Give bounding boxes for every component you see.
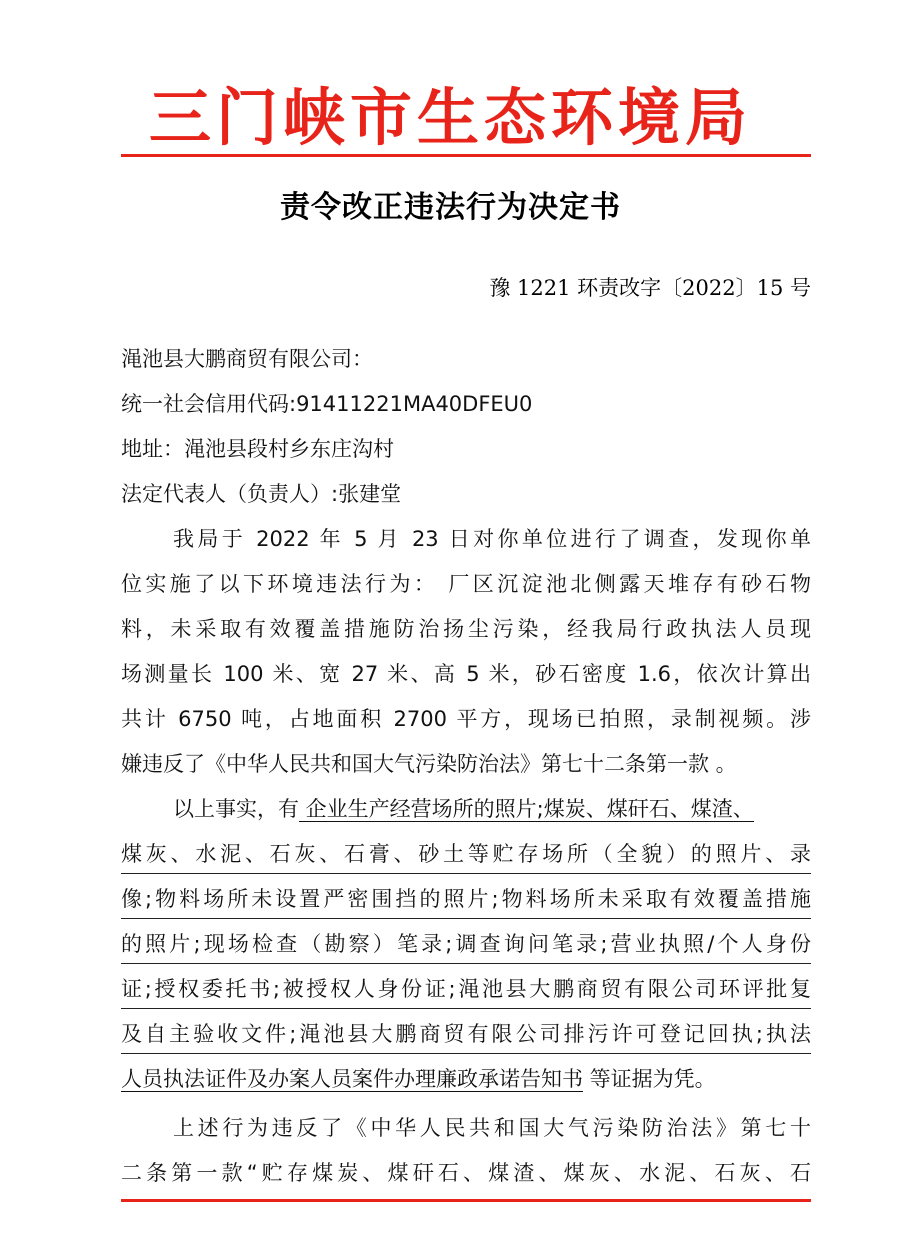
evidence-text: 人员执法证件及办案人员案件办理廉政承诺告知书 xyxy=(121,1067,583,1091)
para2-prefix: 以上事实，有 xyxy=(173,797,299,821)
recipient-representative: 法定代表人（负责人）:张建堂 xyxy=(121,482,402,506)
agency-name: 三门峡市生态环境局 xyxy=(148,81,752,154)
evidence-line: 及自主验收文件;渑池县大鹏商贸有限公司排污许可登记回执;执法 xyxy=(121,1012,811,1057)
evidence-line: 证;授权委托书;被授权人身份证;渑池县大鹏商贸有限公司环评批复 xyxy=(121,967,811,1012)
evidence-text: 企业生产经营场所的照片;煤炭、煤矸石、煤渣、 xyxy=(299,797,754,821)
para2-suffix: 等证据为凭。 xyxy=(583,1067,716,1091)
para1-line: 共计 6750 吨，占地面积 2700 平方，现场已拍照，录制视频。涉 xyxy=(121,707,811,731)
recipient-company: 渑池县大鹏商贸有限公司： xyxy=(121,347,373,371)
evidence-line: 的照片;现场检查（勘察）笔录;调查询问笔录;营业执照/个人身份 xyxy=(121,922,811,967)
para1-line: 料，未采取有效覆盖措施防治扬尘污染，经我局行政执法人员现 xyxy=(121,617,811,641)
para1-line: 嫌违反了《中华人民共和国大气污染防治法》第七十二条第一款 。 xyxy=(121,752,737,776)
document-title: 责令改正违法行为决定书 xyxy=(280,190,621,225)
para1-line: 场测量长 100 米、宽 27 米、高 5 米，砂石密度 1.6，依次计算出 xyxy=(121,662,811,686)
document-body xyxy=(121,337,811,1196)
para1-line: 位实施了以下环境违法行为： 厂区沉淀池北侧露天堆存有砂石物 xyxy=(121,572,811,596)
recipient-credit-code: 统一社会信用代码:91411221MA40DFEU0 xyxy=(121,392,533,416)
document-number: 豫 1221 环责改字〔2022〕15 号 xyxy=(489,276,811,300)
red-divider-top xyxy=(121,154,811,157)
para3-line: 二条第一款“贮存煤炭、煤矸石、煤渣、煤灰、水泥、石灰、石 xyxy=(121,1161,811,1185)
para3-line: 上述行为违反了《中华人民共和国大气污染防治法》第七十 xyxy=(173,1116,811,1140)
recipient-address: 地址：渑池县段村乡东庄沟村 xyxy=(121,437,394,461)
evidence-line: 像;物料场所未设置严密围挡的照片;物料场所未采取有效覆盖措施 xyxy=(121,877,811,922)
para2-last-line xyxy=(121,1057,811,1102)
para2-first-line xyxy=(121,787,811,832)
para1-line: 我局于 2022 年 5 月 23 日对你单位进行了调查，发现你单 xyxy=(173,527,811,551)
red-divider-bottom xyxy=(121,1199,811,1202)
evidence-line: 煤灰、水泥、石灰、石膏、砂土等贮存场所（全貌）的照片、录 xyxy=(121,832,811,877)
